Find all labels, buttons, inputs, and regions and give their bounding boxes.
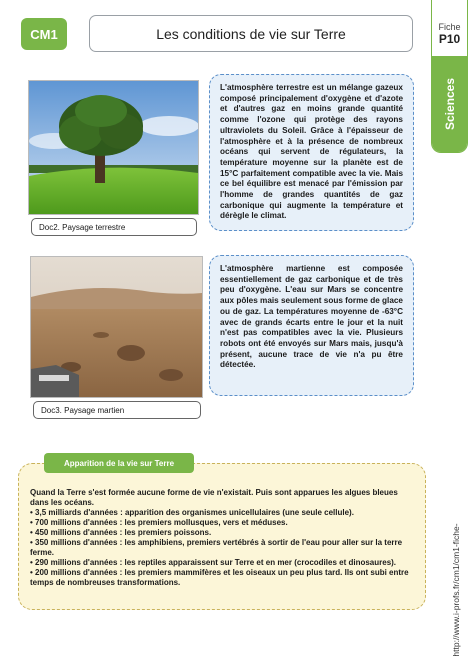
life-item: • 450 millions d'années : les premiers poissons.: [30, 528, 212, 537]
doc3-caption: Doc3. Paysage martien: [33, 401, 201, 419]
fiche-id: [432, 0, 467, 52]
source-link-text[interactable]: http://www.i-profs.fr/cm1/cm1-fiche-: [451, 523, 461, 657]
fiche-number: P10: [438, 32, 461, 46]
life-item: • 350 millions d'années : les amphibiens, premiers vertébrés à sortir de l'eau pour aller sur la terre ferme.: [30, 538, 403, 557]
earth-landscape-image: [28, 80, 199, 215]
source-link[interactable]: [448, 523, 464, 657]
fiche-label: Fiche: [438, 22, 461, 32]
life-item: • 3,5 milliards d'années : apparition des organismes unicellulaires (une seule cellule).: [30, 508, 354, 517]
subject-tab: [432, 56, 467, 152]
life-section-text: [30, 488, 416, 588]
doc2-text-box: L'atmosphère terrestre est un mélange gazeux composé principalement d'oxygène et d'azote et d'autres gaz en moins grande quantité comme l'ozone qui protège des rayons ultraviolets du Soleil. Grâce à l'épaisseur de l'atmosphère et à la présence de nombreux océans qui servent de régulateurs, la température moyenne sur la planète est de 15°C parfaitement compatible avec la vie. Mais ce bel équilibre est menacé par l'émission par l'homme de grandes quantités de gaz carbonique qui augmente la température et dérègle le climat.: [209, 74, 414, 231]
life-section-heading: Apparition de la vie sur Terre: [44, 453, 194, 473]
life-intro: Quand la Terre s'est formée aucune forme de vie n'existait. Puis sont apparues les algues bleues dans les océans.: [30, 488, 398, 507]
doc3-text-box: L'atmosphère martienne est composée essentiellement de gaz carbonique et de très peu d'oxygène. L'eau sur Mars se concentre aux pôles mais seulement sous forme de glace ou de gaz. La températures moyenne de -63°C avec de grands écarts entre le jour et la nuit n'est pas compatibles avec la vie. Plusieurs robots ont été envoyés sur Mars mais, jusqu'à présent, aucune trace de vie n'a pu être détectée.: [209, 255, 414, 396]
life-item: • 290 millions d'années : les reptiles apparaissent sur Terre et en mer (crocodiles et dinosaures).: [30, 558, 397, 567]
level-badge: CM1: [21, 18, 67, 50]
life-item: • 700 millions d'années : les premiers mollusques, vers et méduses.: [30, 518, 288, 527]
life-item: • 200 millions d'années : les premiers mammifères et les oiseaux un peu plus tard. Ils ont subi entre temps de nombreuses transformations.: [30, 568, 409, 587]
mars-landscape-image: [30, 256, 203, 398]
fiche-tab: [431, 0, 468, 153]
subject-label: Sciences: [442, 77, 457, 131]
page-title: Les conditions de vie sur Terre: [89, 15, 413, 52]
doc2-caption: Doc2. Paysage terrestre: [31, 218, 197, 236]
